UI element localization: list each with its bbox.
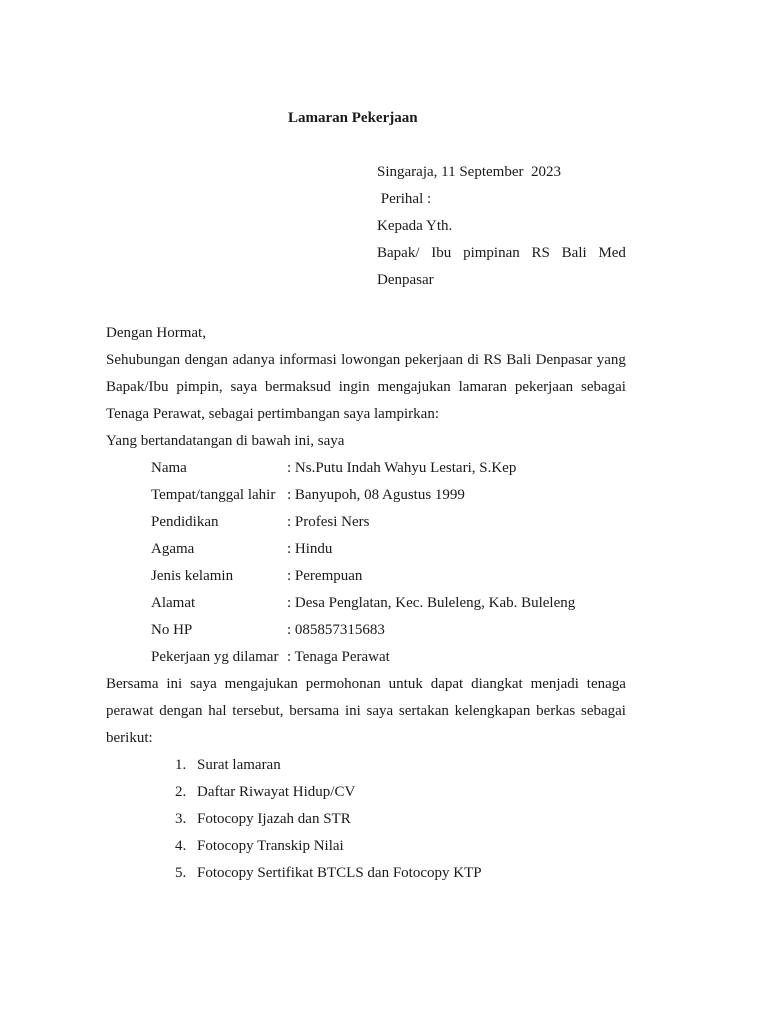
list-number: 3.	[175, 811, 187, 827]
attachment-list	[106, 755, 626, 890]
body-word: mengajukan	[377, 379, 451, 395]
body-word: ini	[344, 703, 361, 719]
data-label: Nama	[151, 460, 187, 476]
body-word: tersebut,	[232, 703, 284, 719]
body-word: pekerjaan	[404, 352, 463, 368]
body-word: ini	[166, 676, 183, 692]
body-word: Bersama	[106, 676, 159, 692]
body-word: menjadi	[530, 676, 579, 692]
data-row-birth	[106, 485, 626, 512]
body-word: berkas	[536, 703, 576, 719]
body-word: untuk	[388, 676, 423, 692]
list-text: Fotocopy Transkip Nilai	[197, 838, 344, 854]
data-label: Jenis kelamin	[151, 568, 234, 584]
body-word: Denpasar	[535, 352, 593, 368]
data-value: : Tenaga Perawat	[287, 649, 390, 665]
data-row-address	[106, 593, 626, 620]
data-value: : Desa Penglatan, Kec. Buleleng, Kab. Buleleng	[287, 595, 576, 611]
body-word: Bapak/Ibu	[106, 379, 169, 395]
recipient-word: Bali	[561, 245, 587, 261]
recipient-word: Ibu	[431, 245, 452, 261]
data-label: Pendidikan	[151, 514, 219, 530]
data-value: : Banyupoh, 08 Agustus 1999	[287, 487, 465, 503]
body-word: hal	[208, 703, 227, 719]
body-word: yang	[596, 352, 626, 368]
intro-line: Yang bertandatangan di bawah ini, saya	[106, 433, 345, 449]
body-word: Sehubungan	[106, 352, 181, 368]
body-word: bersama	[289, 703, 340, 719]
list-number: 1.	[175, 757, 187, 773]
data-row-position	[106, 647, 626, 674]
body-word: mengajukan	[224, 676, 298, 692]
data-value: : Profesi Ners	[287, 514, 370, 530]
recipient-word: pimpinan	[463, 245, 520, 261]
list-item	[106, 836, 626, 863]
body-word: pekerjaan	[514, 379, 574, 395]
recipient-word: Bapak/	[377, 245, 420, 261]
data-label: Pekerjaan yg dilamar	[151, 649, 279, 665]
list-number: 4.	[175, 838, 187, 854]
body-word: sertakan	[398, 703, 449, 719]
body-word: lowongan	[341, 352, 401, 368]
body-word: tenaga	[586, 676, 626, 692]
salutation: Dengan Hormat,	[106, 325, 206, 341]
data-row-gender	[106, 566, 626, 593]
paragraph2-line2	[106, 701, 626, 728]
body-word: bermaksud	[265, 379, 331, 395]
body-word: diangkat	[471, 676, 523, 692]
recipient-word: RS	[531, 245, 550, 261]
data-value: : Ns.Putu Indah Wahyu Lestari, S.Kep	[287, 460, 517, 476]
body-word: RS	[483, 352, 502, 368]
place-date: Singaraja, 11 September 2023	[377, 164, 561, 180]
body-word: saya	[230, 379, 258, 395]
addressee-line: Kepada Yth.	[377, 218, 453, 234]
data-row-religion	[106, 539, 626, 566]
list-text: Fotocopy Ijazah dan STR	[197, 811, 351, 827]
body-word: sebagai	[580, 703, 626, 719]
list-item	[106, 755, 626, 782]
data-row-phone	[106, 620, 626, 647]
body-word: sebagai	[581, 379, 626, 395]
letter-body	[106, 323, 626, 890]
body-word: informasi	[279, 352, 337, 368]
body-word: kelengkapan	[454, 703, 531, 719]
recipient-city: Denpasar	[377, 272, 434, 288]
body-word: ingin	[338, 379, 370, 395]
list-item	[106, 809, 626, 836]
personal-data-list	[106, 458, 626, 674]
data-value: : Perempuan	[287, 568, 363, 584]
paragraph2-line1	[106, 674, 626, 701]
list-item	[106, 863, 626, 890]
body-word: saya	[366, 703, 394, 719]
body-word: lamaran	[458, 379, 507, 395]
letter-title: Lamaran Pekerjaan	[288, 110, 418, 126]
body-word: permohonan	[305, 676, 381, 692]
body-word: perawat	[106, 703, 154, 719]
body-word: Bali	[506, 352, 532, 368]
data-label: No HP	[151, 622, 193, 638]
body-word: adanya	[232, 352, 275, 368]
subject-line: Perihal :	[377, 191, 432, 207]
data-label: Alamat	[151, 595, 196, 611]
list-text: Surat lamaran	[197, 757, 281, 773]
data-label: Agama	[151, 541, 195, 557]
recipient-word: Med	[598, 245, 626, 261]
data-row-nama	[106, 458, 626, 485]
paragraph1-line1	[106, 350, 626, 377]
body-word: dapat	[430, 676, 464, 692]
data-value: : 085857315683	[287, 622, 385, 638]
data-value: : Hindu	[287, 541, 333, 557]
data-row-education	[106, 512, 626, 539]
paragraph1-line2	[106, 377, 626, 404]
body-word: dengan	[184, 352, 228, 368]
body-word: di	[467, 352, 480, 368]
recipient-line	[377, 243, 626, 270]
list-number: 2.	[175, 784, 187, 800]
list-text: Daftar Riwayat Hidup/CV	[197, 784, 356, 800]
list-number: 5.	[175, 865, 187, 881]
body-word: pimpin,	[176, 379, 223, 395]
body-word: dengan	[159, 703, 203, 719]
list-item	[106, 782, 626, 809]
list-text: Fotocopy Sertifikat BTCLS dan Fotocopy KTP	[197, 865, 482, 881]
body-word: saya	[190, 676, 217, 692]
data-label: Tempat/tanggal lahir	[151, 487, 276, 503]
paragraph1-line3: Tenaga Perawat, sebagai pertimbangan saya lampirkan:	[106, 406, 439, 422]
paragraph2-line3: berikut:	[106, 730, 153, 746]
recipient-block	[377, 162, 626, 297]
